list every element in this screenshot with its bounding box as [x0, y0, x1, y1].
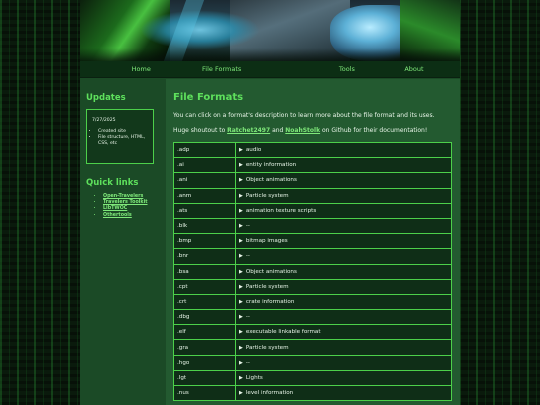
format-description-text: bitmap images	[245, 238, 288, 245]
table-row	[174, 294, 452, 309]
format-extension: .blk	[174, 218, 236, 233]
format-extension: .bmp	[174, 234, 236, 249]
page-title: File Formats	[173, 92, 244, 103]
shoutout-suffix: on Github for their documentation!	[320, 127, 428, 134]
table-row	[174, 386, 452, 401]
expand-arrow-icon: ▶	[239, 162, 243, 169]
format-description-text: executable linkable format	[245, 329, 321, 336]
format-extension: .gra	[174, 340, 236, 355]
quick-link-libtwoc[interactable]: LibTWOC	[103, 206, 128, 212]
format-description-text: --	[245, 314, 250, 321]
format-extension: .nus	[174, 386, 236, 401]
format-description[interactable]	[236, 386, 452, 401]
expand-arrow-icon: ▶	[239, 374, 243, 381]
table-row	[174, 143, 452, 158]
header-banner-image	[80, 0, 460, 61]
format-extension: .bnr	[174, 249, 236, 264]
format-description[interactable]	[236, 218, 452, 233]
sidebar	[86, 79, 158, 405]
main-panel	[166, 79, 460, 405]
update-item: • Created site	[98, 129, 149, 135]
expand-arrow-icon: ▶	[239, 177, 243, 184]
table-row	[174, 325, 452, 340]
nav-home-link[interactable]: Home	[131, 65, 151, 73]
table-row	[174, 234, 452, 249]
expand-arrow-icon: ▶	[239, 268, 243, 275]
format-description-text: crate information	[245, 298, 295, 305]
expand-arrow-icon: ▶	[239, 390, 243, 397]
content-area	[80, 79, 460, 405]
page-container	[80, 0, 460, 405]
nav-about-link[interactable]: About	[404, 65, 424, 73]
updates-box	[86, 109, 154, 164]
update-item: • File structure, HTML, CSS, etc	[98, 135, 149, 147]
quick-links-section	[86, 178, 158, 219]
shoutout-prefix: Huge shoutout to	[173, 127, 228, 134]
format-extension: .hgo	[174, 355, 236, 370]
format-description[interactable]	[236, 203, 452, 218]
format-extension: .bsa	[174, 264, 236, 279]
quick-links-list	[103, 194, 158, 219]
table-row	[174, 264, 452, 279]
format-description-text: Particle system	[245, 344, 289, 351]
format-extension: .crt	[174, 294, 236, 309]
format-extension: .lgt	[174, 370, 236, 385]
nav-file-formats-link[interactable]: File Formats	[202, 65, 242, 73]
expand-arrow-icon: ▶	[239, 223, 243, 230]
expand-arrow-icon: ▶	[239, 192, 243, 199]
format-description[interactable]	[236, 264, 452, 279]
format-description-text: Particle system	[245, 283, 289, 290]
format-description[interactable]	[236, 158, 452, 173]
file-formats-table	[173, 142, 452, 401]
author-link-ratchet[interactable]: Ratchet2497	[227, 127, 271, 134]
expand-arrow-icon: ▶	[239, 253, 243, 260]
expand-arrow-icon: ▶	[239, 344, 243, 351]
format-description[interactable]	[236, 234, 452, 249]
format-description-text: --	[245, 223, 250, 230]
format-description-text: Object animations	[245, 177, 297, 184]
intro-text: You can click on a format's description to learn more about the file format and its uses.	[173, 112, 435, 119]
format-description[interactable]	[236, 355, 452, 370]
format-extension: .cpt	[174, 279, 236, 294]
format-description[interactable]	[236, 325, 452, 340]
format-description-text: Object animations	[245, 268, 297, 275]
expand-arrow-icon: ▶	[239, 207, 243, 214]
update-date: 7/27/2025	[92, 118, 116, 123]
expand-arrow-icon: ▶	[239, 283, 243, 290]
table-row	[174, 173, 452, 188]
format-extension: .adp	[174, 143, 236, 158]
expand-arrow-icon: ▶	[239, 359, 243, 366]
shoutout-and: and	[270, 127, 286, 134]
table-row	[174, 249, 452, 264]
expand-arrow-icon: ▶	[239, 147, 243, 154]
table-row	[174, 218, 452, 233]
table-row	[174, 279, 452, 294]
format-description-text: level information	[245, 390, 294, 397]
table-row	[174, 340, 452, 355]
format-description[interactable]	[236, 173, 452, 188]
expand-arrow-icon: ▶	[239, 238, 243, 245]
format-description-text: entity information	[245, 162, 297, 169]
table-row	[174, 310, 452, 325]
format-extension: .elf	[174, 325, 236, 340]
quick-links-heading: Quick links	[86, 178, 139, 188]
format-description[interactable]	[236, 310, 452, 325]
table-row	[174, 355, 452, 370]
expand-arrow-icon: ▶	[239, 314, 243, 321]
table-row	[174, 370, 452, 385]
expand-arrow-icon: ▶	[239, 298, 243, 305]
format-description[interactable]	[236, 143, 452, 158]
format-description[interactable]	[236, 279, 452, 294]
main-nav	[80, 61, 460, 78]
format-extension: .ai	[174, 158, 236, 173]
format-extension: .anm	[174, 188, 236, 203]
table-row	[174, 203, 452, 218]
nav-tools-link[interactable]: Tools	[338, 65, 355, 73]
format-description-text: animation texture scripts	[245, 207, 317, 214]
quick-link-item	[103, 213, 158, 219]
format-description[interactable]	[236, 249, 452, 264]
table-row	[174, 158, 452, 173]
updates-heading: Updates	[86, 93, 126, 103]
format-extension: .dbg	[174, 310, 236, 325]
quick-link-travelers-toolkit[interactable]: Travelers Toolkit	[103, 200, 148, 206]
quick-link-open-travelers[interactable]: Open-Travelers	[103, 194, 144, 199]
format-description-text: Particle system	[245, 192, 289, 199]
expand-arrow-icon: ▶	[239, 329, 243, 336]
format-description[interactable]	[236, 340, 452, 355]
format-description-text: audio	[245, 147, 262, 154]
format-description-text: --	[245, 253, 250, 260]
format-extension: .ani	[174, 173, 236, 188]
format-description[interactable]	[236, 370, 452, 385]
quick-link-othertools[interactable]: Othertools	[103, 212, 132, 218]
author-link-noahstolk[interactable]: NoahStolk	[285, 127, 321, 134]
format-extension: .ats	[174, 203, 236, 218]
shoutout-text	[173, 127, 453, 134]
format-description-text: --	[245, 359, 250, 366]
format-description[interactable]	[236, 294, 452, 309]
table-row	[174, 188, 452, 203]
update-list	[98, 129, 149, 147]
format-description[interactable]	[236, 188, 452, 203]
format-description-text: Lights	[245, 374, 263, 381]
